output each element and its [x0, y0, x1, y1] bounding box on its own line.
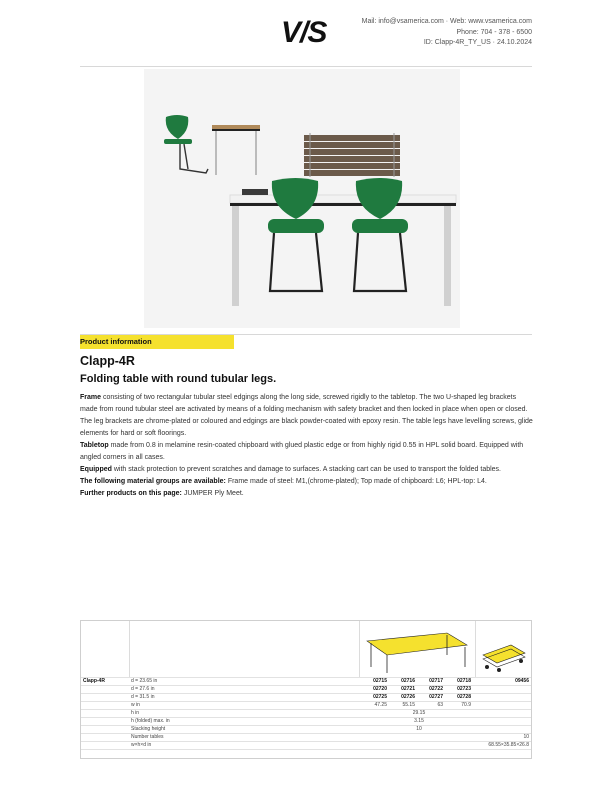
header-divider	[80, 66, 532, 67]
spec-column-divider	[475, 621, 476, 677]
table-drawing-icon	[363, 627, 473, 675]
spec-row-label: Number tables	[131, 734, 164, 740]
spec-row-label: w×h×d in	[131, 742, 152, 748]
spec-row-label: w in	[131, 702, 140, 708]
spec-column-divider	[129, 621, 130, 677]
chair-left-illustration	[268, 178, 324, 291]
folded-tables-stack	[304, 133, 400, 177]
spec-article-number: 02717	[429, 678, 443, 684]
main-table-illustration	[230, 189, 456, 306]
spec-row-label: h in	[131, 710, 140, 716]
document-id: ID: Clapp-4R_TY_US · 24.10.2024	[423, 39, 532, 46]
spec-row-label: d = 23.65 in	[131, 678, 158, 684]
spec-article-number: 02727	[429, 694, 443, 700]
small-chair-illustration	[164, 115, 208, 173]
spec-article-number: 02718	[457, 678, 471, 684]
product-title: Clapp-4R	[80, 354, 135, 368]
spec-number-tables-value: 10	[523, 734, 529, 740]
spec-article-number: 02721	[401, 686, 415, 692]
spec-article-number: 02725	[373, 694, 387, 700]
spec-row-line	[81, 749, 531, 750]
spec-row-label: h (folded) max. in	[131, 718, 170, 724]
spec-article-number: 02726	[401, 694, 415, 700]
spec-row-label: Stacking height	[131, 726, 166, 732]
description-frame: Frame consisting of two rectangular tubular steel edgings along the long side, screwed rigidly to the tabletop. The two U-shaped leg brackets made from round tubular steel are activated by means of a folding mechanism with safety bracket and then locked in place when open or closed. The leg brackets are chrome-plated or coloured and edgings are black powder-coated with epoxy resin. The table legs have levelling screws, glide elements for hard or soft floorings.	[80, 394, 533, 437]
spec-article-number: 02716	[401, 678, 415, 684]
spec-width-value: 70.9	[461, 702, 471, 708]
spec-height-value: 29.15	[412, 710, 426, 716]
stacking-cart-icon	[479, 641, 529, 673]
description-materials: The following material groups are available: Frame made of steel: M1,(chrome-plated); Top made of chipboard: L6; HPL-top: L4.	[80, 478, 487, 485]
spec-article-number: 02720	[373, 686, 387, 692]
vs-logo: V/S	[281, 16, 327, 49]
contact-phone: Phone: 704 - 378 - 6500	[456, 28, 532, 36]
spec-article-number: 02715	[373, 678, 387, 684]
spec-width-value: 47.25	[374, 702, 387, 708]
product-description	[80, 392, 534, 500]
spec-width-value: 55.15	[402, 702, 415, 708]
spec-folded-height-value: 3.15	[414, 718, 424, 724]
spec-table	[80, 620, 532, 759]
description-tabletop: Tabletop made from 0.8 in melamine resin-coated chipboard with glued plastic edge or from highly rigid 0.55 in HPL solid board. Equipped with angled corners in all cases.	[80, 442, 524, 461]
spec-cart-article-number: 09456	[515, 678, 529, 684]
product-subtitle: Folding table with round tubular legs.	[80, 373, 277, 385]
contact-block	[362, 17, 532, 49]
product-illustration	[144, 69, 460, 328]
spec-row-label: d = 27.6 in	[131, 686, 155, 692]
product-photo	[144, 69, 460, 328]
spec-row-label: d = 31.5 in	[131, 694, 155, 700]
spec-article-number: 02722	[429, 686, 443, 692]
chair-right-illustration	[352, 178, 408, 291]
spec-width-value: 63	[437, 702, 443, 708]
spec-article-number: 02728	[457, 694, 471, 700]
description-equipped: Equipped with stack protection to prevent scratches and damage to surfaces. A stacking cart can be used to transport the folded tables.	[80, 466, 501, 473]
spec-article-number: 02723	[457, 686, 471, 692]
spec-model-name: Clapp-4R	[83, 678, 105, 684]
spec-column-divider	[359, 621, 360, 677]
description-further-products: Further products on this page: JUMPER Ply Meet.	[80, 490, 244, 497]
spec-cart-dimensions-value: 68.55×35.85×26.8	[488, 742, 529, 748]
section-badge: Product information	[80, 335, 234, 349]
contact-mail-web: Mail: info@vsamerica.com · Web: www.vsamerica.com	[361, 18, 532, 25]
spec-stacking-height-value: 10	[416, 726, 422, 732]
small-table-illustration	[212, 125, 260, 175]
